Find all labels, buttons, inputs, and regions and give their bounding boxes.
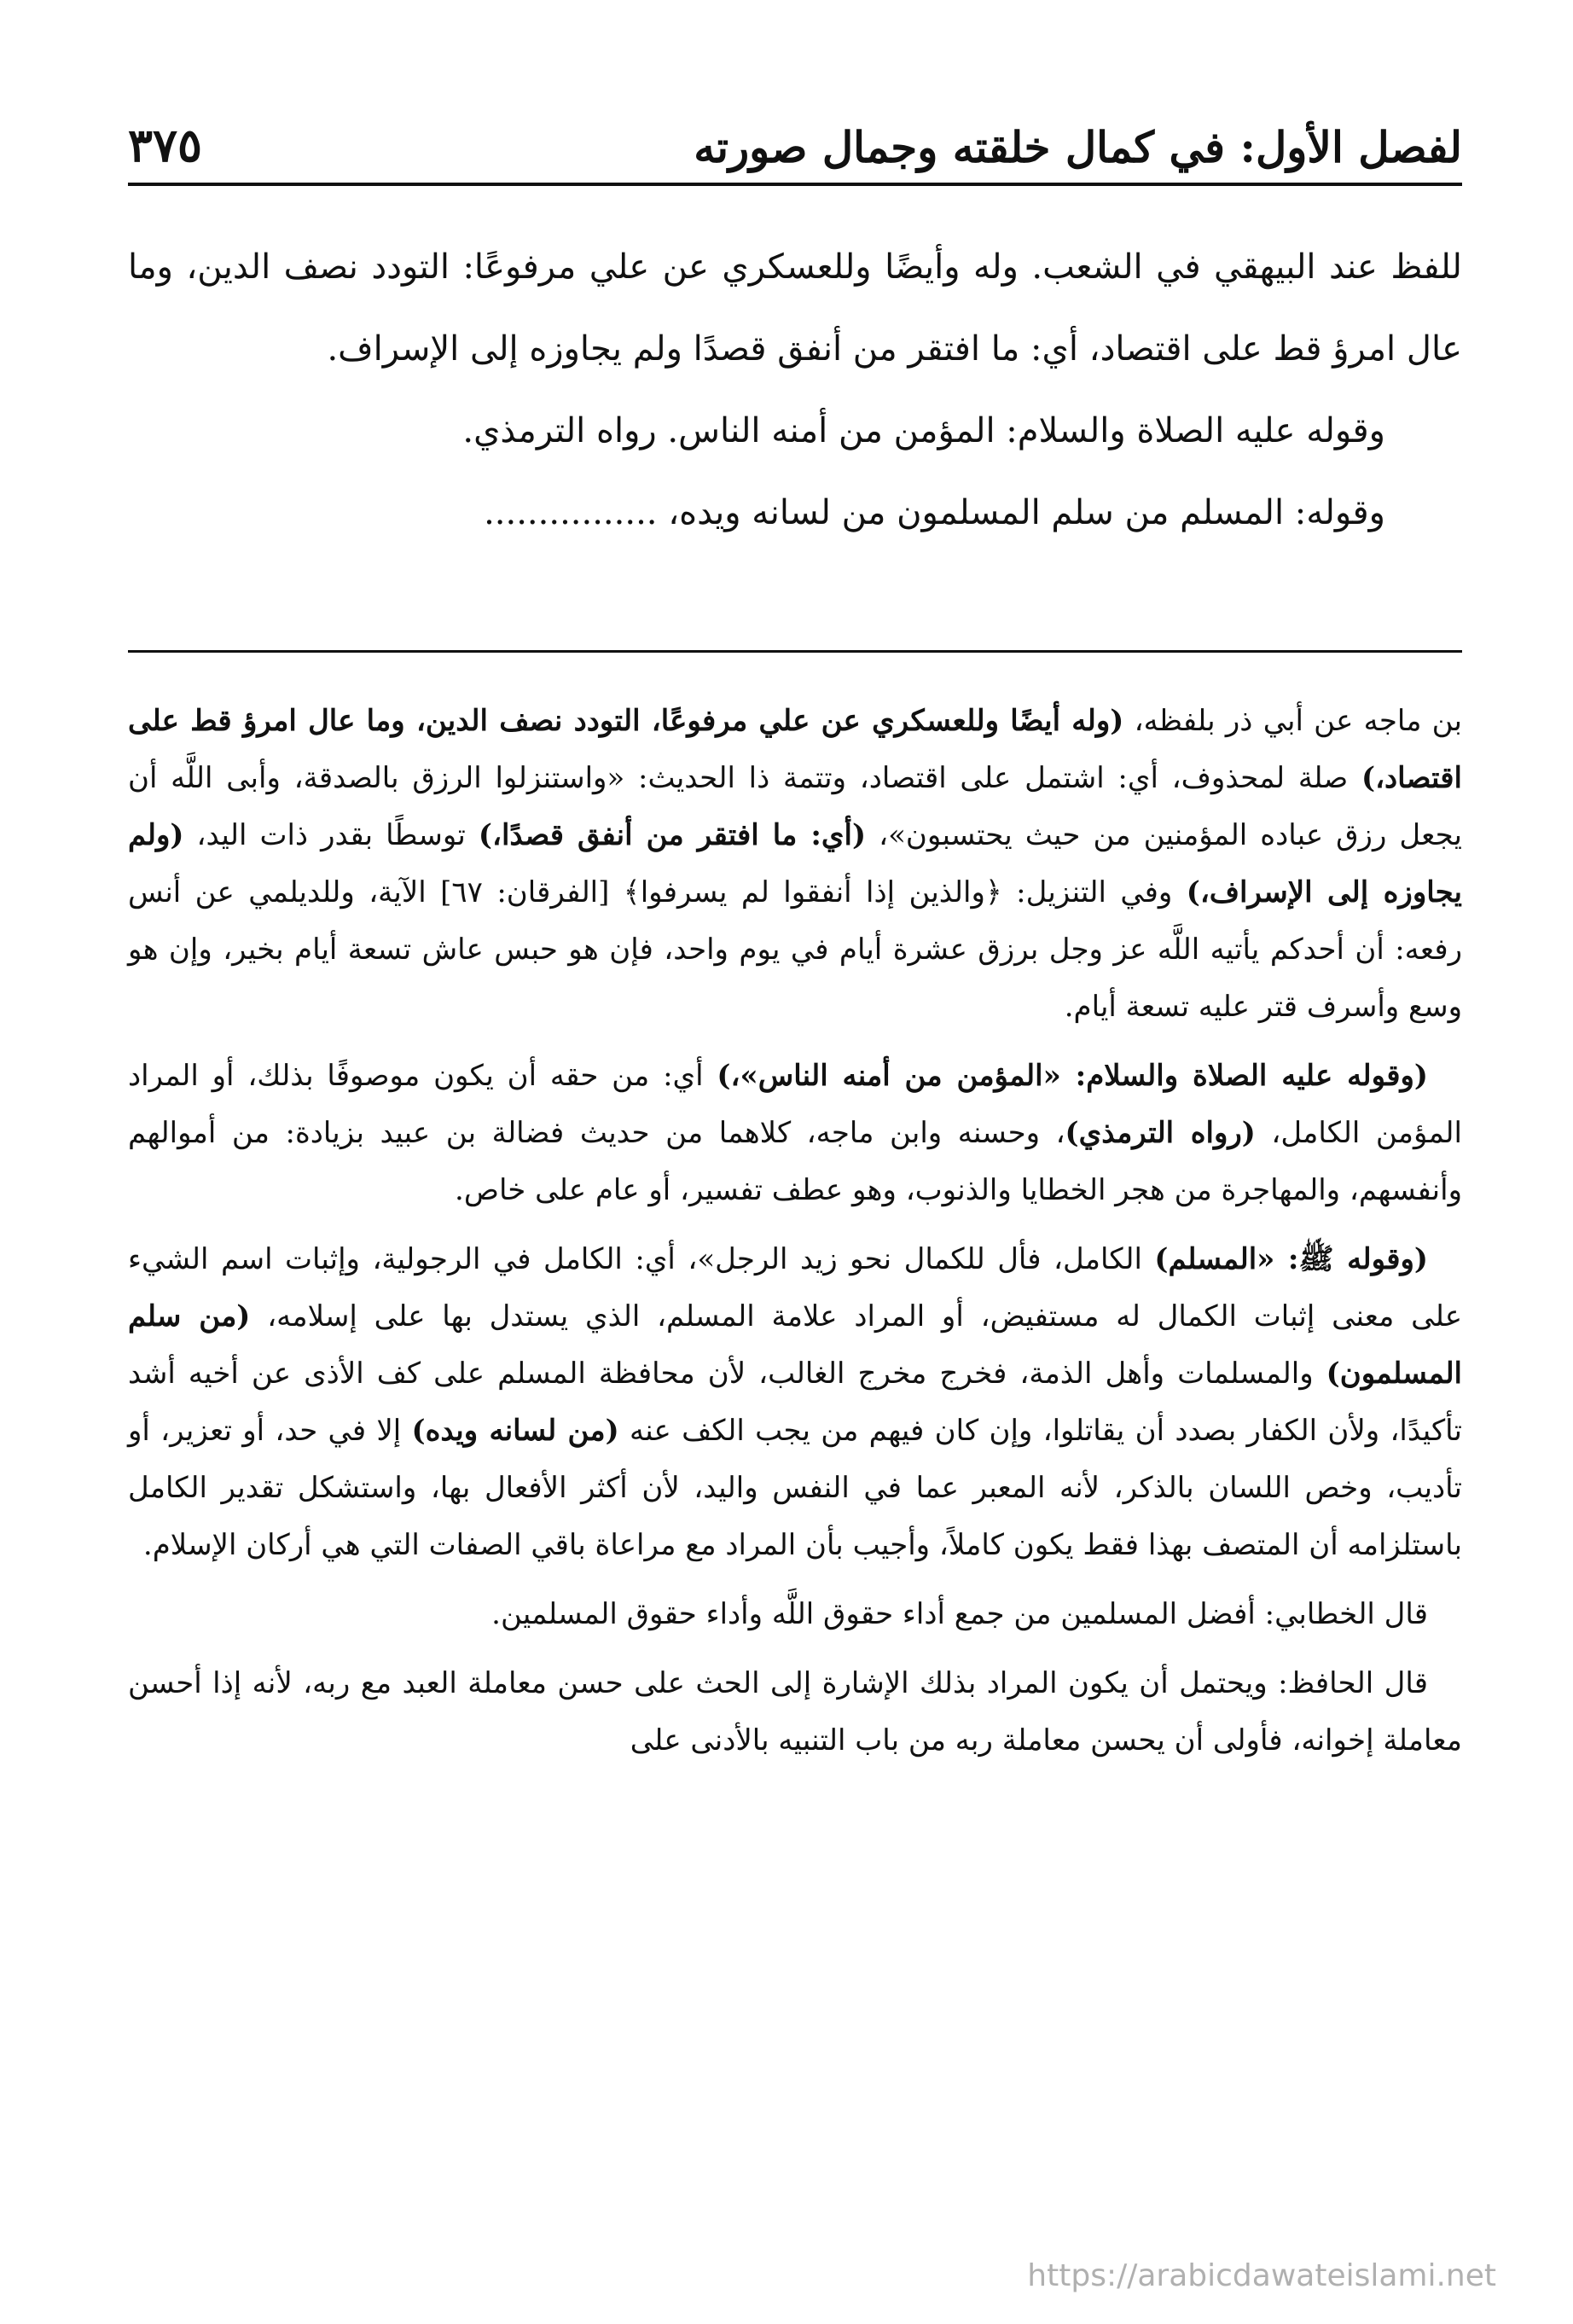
main-text-paragraph: وقوله عليه الصلاة والسلام: المؤمن من أمنه الناس. رواه الترمذي. (462, 411, 1385, 450)
main-text-paragraph: للفظ عند البيهقي في الشعب. وله وأيضًا وللعسكري عن علي مرفوعًا: التودد نصف الدين، وما عال امرؤ قط على اقتصاد، أي: ما افتقر من أنفق قصدًا ولم يجاوزه إلى الإسراف. (128, 247, 1462, 369)
commentary-text: صلة لمحذوف، أي: اشتمل على اقتصاد، وتتمة ذا الحديث: «واستنزلوا الرزق بالصدقة، وأبى اللَّه أن يجعل رزق عباده المؤمنين من حيث يحتسبون»، (128, 761, 1462, 852)
watermark-url: https://arabicdawateislami.net (1027, 2258, 1496, 2293)
page-number: ٣٧٥ (128, 117, 203, 172)
quoted-text: (وقوله ﷺ: «المسلم) (1154, 1242, 1428, 1276)
commentary-text: الكامل، فأل للكمال نحو زيد الرجل»، أي: الكامل في الرجولية، وإثبات اسم الشيء على معنى إثبات الكمال له مستفيض، أو المراد علامة المسلم، الذي يستدل بها على إسلامه، (128, 1242, 1462, 1333)
page-header (128, 94, 1462, 171)
header-divider (128, 183, 1462, 186)
commentary-paragraph (128, 1048, 1462, 1219)
quoted-text: (رواه الترمذي) (1065, 1116, 1256, 1150)
quoted-text: (وله أيضًا وللعسكري عن علي مرفوعًا، التودد نصف الدين، وما عال امرؤ قط على اقتصاد،) (128, 704, 1462, 795)
quoted-text: (من لسانه ويده) (411, 1414, 619, 1448)
commentary-text: أي: من حقه أن يكون موصوفًا بذلك، أو المراد المؤمن الكامل، (128, 1059, 1462, 1150)
quoted-text: (أي: ما افتقر من أنفق قصدًا،) (478, 818, 867, 852)
quoted-text: (وقوله عليه الصلاة والسلام: «المؤمن من أمنه الناس»،) (717, 1059, 1428, 1093)
commentary-text: والمسلمات وأهل الذمة، فخرج مخرج الغالب، لأن محافظة المسلم على كف الأذى عن أخيه أشد تأكيدًا، ولأن الكفار بصدد أن يقاتلوا، وإن كان فيهم من يجب الكف عنه (128, 1357, 1462, 1448)
quoted-text: (ولم يجاوزه إلى الإسراف،) (128, 818, 1463, 909)
commentary (128, 693, 1462, 1781)
quoted-text: (من سلم المسلمون) (128, 1299, 1462, 1391)
chapter-title: لفصل الأول: في كمال خلقته وجمال صورته (694, 122, 1462, 172)
commentary-text: وفي التنزيل: ﴿والذين إذا أنفقوا لم يسرفوا﴾ [الفرقان: ٦٧] الآية، وللديلمي عن أنس رفعه: أن أحدكم يأتيه اللَّه عز وجل برزق عشرة أيام في يوم واحد، فإن هو حبس عاش تسعة أيام بخير، وإن هو وسع وأسرف قتر عليه تسعة أيام. (128, 875, 1462, 1024)
section-divider (128, 650, 1462, 653)
main-text (128, 226, 1462, 554)
main-text-paragraph: وقوله: المسلم من سلم المسلمون من لسانه ويده، ................ (484, 493, 1385, 532)
commentary-paragraph (128, 693, 1462, 1036)
commentary-text: توسطًا بقدر ذات اليد، (183, 818, 479, 852)
commentary-paragraph (128, 1231, 1462, 1574)
commentary-text: بن ماجه عن أبي ذر بلفظه، (1123, 704, 1463, 738)
commentary-paragraph: قال الحافظ: ويحتمل أن يكون المراد بذلك الإشارة إلى الحث على حسن معاملة العبد مع ربه، لأنه إذا أحسن معاملة إخوانه، فأولى أن يحسن معاملة ربه من باب التنبيه بالأدنى على (128, 1666, 1462, 1758)
commentary-text: ، وحسنه وابن ماجه، كلاهما من حديث فضالة بن عبيد بزيادة: من أموالهم وأنفسهم، والمهاجرة من هجر الخطايا والذنوب، وهو عطف تفسير، أو عام على خاص. (128, 1116, 1462, 1207)
commentary-paragraph: قال الخطابي: أفضل المسلمين من جمع أداء حقوق اللَّه وأداء حقوق المسلمين. (491, 1597, 1428, 1631)
commentary-text: إلا في حد، أو تعزير، أو تأديب، وخص اللسان بالذكر، لأنه المعبر عما في النفس واليد، لأن أكثر الأفعال بها، واستشكل تقدير الكامل باستلزامه أن المتصف بهذا فقط يكون كاملاً، وأجيب بأن المراد مع مراعاة باقي الصفات التي هي أركان الإسلام. (128, 1414, 1462, 1562)
